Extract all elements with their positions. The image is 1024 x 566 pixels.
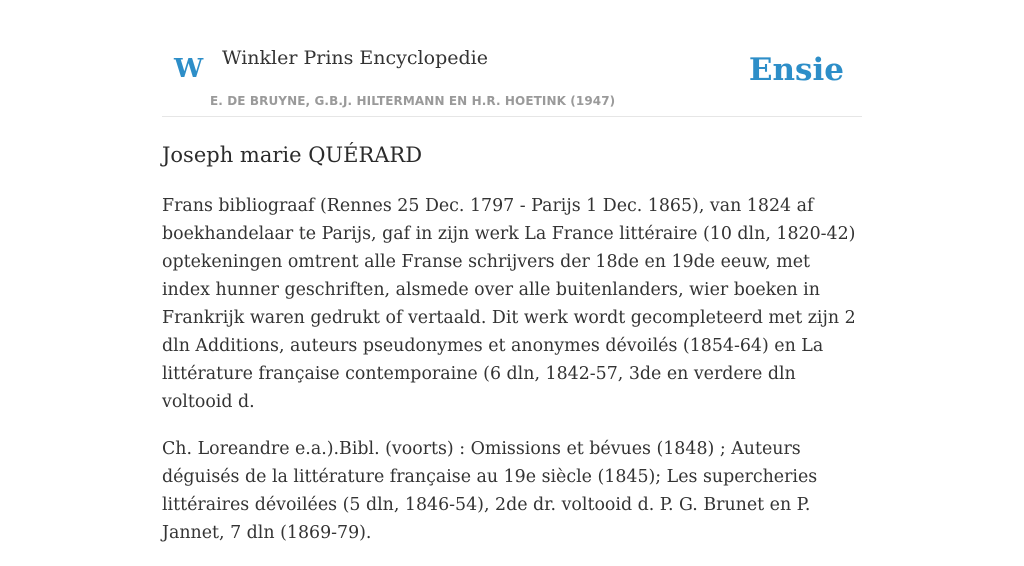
ensie-logo[interactable]: Ensie xyxy=(748,52,844,88)
winkler-prins-logo[interactable]: W xyxy=(174,54,204,84)
page xyxy=(162,0,862,543)
encyclopedia-authors: E. DE BRUYNE, G.B.J. HILTERMANN EN H.R. HOETINK (1947) xyxy=(210,94,616,108)
article-body xyxy=(162,192,862,566)
article-title: Joseph marie QUÉRARD xyxy=(162,143,423,167)
encyclopedia-title[interactable]: Winkler Prins Encyclopedie xyxy=(222,47,488,69)
article-paragraph: Ch. Loreandre e.a.).Bibl. (voorts) : Omissions et bévues (1848) ; Auteurs déguisés de la littérature française au 19e siècle (1845); Les supercheries littéraires dévoilées (5 dln, 1846-54), 2de dr. voltooid d. P. G. Brunet en P. Jannet, 7 dln (1869-79). xyxy=(162,439,818,543)
header xyxy=(162,0,862,117)
article-paragraph: Frans bibliograaf (Rennes 25 Dec. 1797 - Parijs 1 Dec. 1865), van 1824 af boekhandelaar te Parijs, gaf in zijn werk La France littéraire (10 dln, 1820-42) optekeningen omtrent alle Franse schrijvers der 18de en 19de eeuw, met index hunner geschriften, alsmede over alle buitenlanders, wier boeken in Frankrijk waren gedrukt of vertaald. Dit werk wordt gecompleteerd met zijn 2 dln Additions, auteurs pseudonymes et anonymes dévoilés (1854-64) en La littérature française contemporaine (6 dln, 1842-57, 3de en verdere dln voltooid d. xyxy=(162,196,856,412)
